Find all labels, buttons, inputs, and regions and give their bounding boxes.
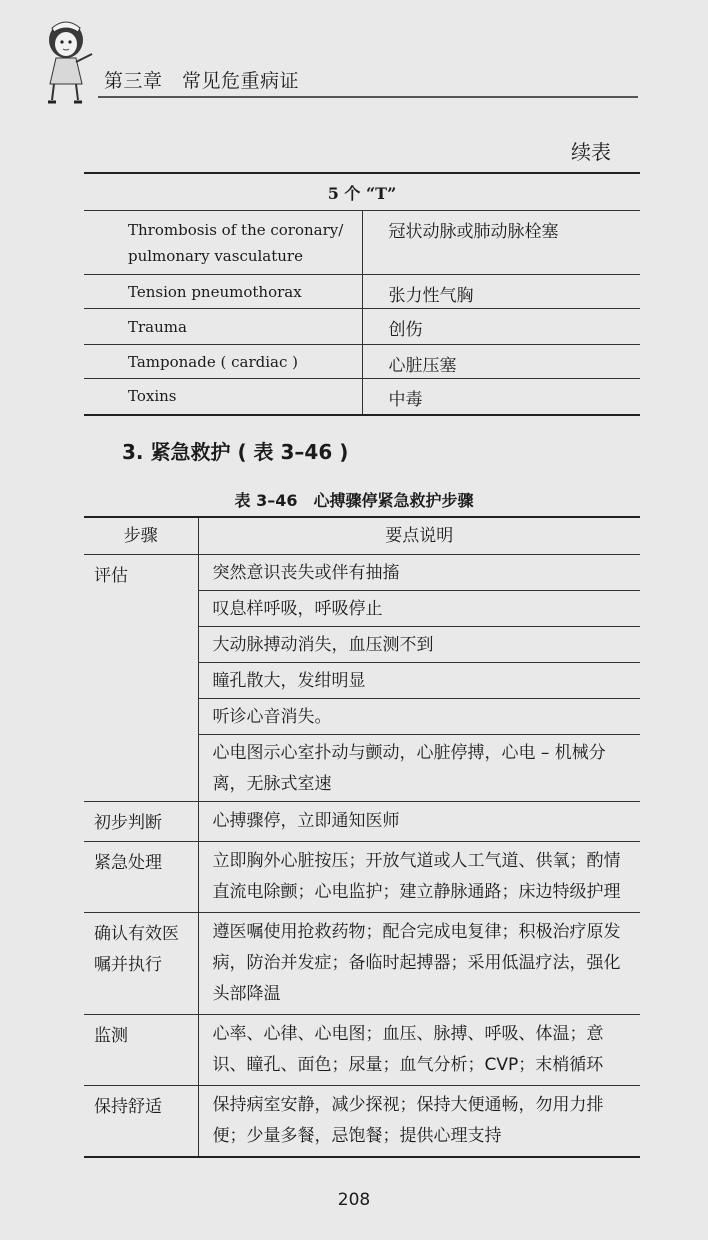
desc-orders: 遵医嘱使用抢救药物；配合完成电复律；积极治疗原发病，防治并发症；备临时起搏器；采用低温疗法，强化头部降温 [198, 913, 640, 1015]
chapter-title: 第三章 常见危重病证 [104, 70, 300, 92]
five-t-title: 5 个 “T” [84, 173, 640, 211]
assess-item: 瞳孔散大，发绀明显 [199, 663, 641, 699]
desc-comfort: 保持病室安静，减少探视；保持大便通畅，勿用力排便；少量多餐，忌饱餐；提供心理支持 [198, 1086, 640, 1158]
t-en-5: Toxins [84, 379, 362, 415]
section-heading: 3. 紧急救护 ( 表 3–46 ) [122, 440, 349, 464]
desc-initial-judgement: 心搏骤停，立即通知医师 [198, 802, 640, 842]
nurse-mascot-icon [40, 14, 96, 106]
five-t-table [84, 172, 640, 416]
assess-item: 心电图示心室扑动与颤动，心脏停搏，心电 – 机械分离，无脉式室速 [212, 743, 606, 794]
step-initial-judgement: 初步判断 [84, 802, 198, 842]
t-zh-2: 张力性气胸 [362, 275, 640, 309]
assess-items [198, 555, 640, 802]
t-zh-4: 心脏压塞 [362, 345, 640, 379]
desc-emergency: 立即胸外心脏按压；开放气道或人工气道、供氧；酌情直流电除颤；心电监护；建立静脉通路；床边特级护理 [198, 842, 640, 913]
step-monitor: 监测 [84, 1015, 198, 1086]
t-en-1: Thrombosis of the coronary/ pulmonary vasculature [84, 211, 362, 275]
step-emergency: 紧急处理 [84, 842, 198, 913]
assess-item: 听诊心音消失。 [199, 699, 641, 735]
col-step-header: 步骤 [84, 517, 198, 555]
t-zh-5: 中毒 [362, 379, 640, 415]
assess-item: 叹息样呼吸，呼吸停止 [199, 591, 641, 627]
assess-item: 突然意识丧失或伴有抽搐 [199, 555, 641, 591]
rescue-steps-table [84, 516, 640, 1158]
page-number: 208 [337, 1190, 371, 1210]
table-caption: 表 3–46 心搏骤停紧急救护步骤 [234, 491, 474, 510]
header-divider [98, 96, 638, 98]
step-comfort: 保持舒适 [84, 1086, 198, 1158]
continued-label: 续表 [571, 140, 611, 164]
t-en-4: Tamponade ( cardiac ) [84, 345, 362, 379]
t-en-3: Trauma [84, 309, 362, 345]
assess-item: 大动脉搏动消失，血压测不到 [199, 627, 641, 663]
t-en-2: Tension pneumothorax [84, 275, 362, 309]
step-assess: 评估 [84, 555, 198, 802]
col-desc-header: 要点说明 [198, 517, 640, 555]
t-zh-1: 冠状动脉或肺动脉栓塞 [362, 211, 640, 275]
t-zh-3: 创伤 [362, 309, 640, 345]
step-orders: 确认有效医嘱并执行 [84, 913, 198, 1015]
desc-monitor: 心率、心律、心电图；血压、脉搏、呼吸、体温；意识、瞳孔、面色；尿量；血气分析；CVP；末梢循环 [198, 1015, 640, 1086]
